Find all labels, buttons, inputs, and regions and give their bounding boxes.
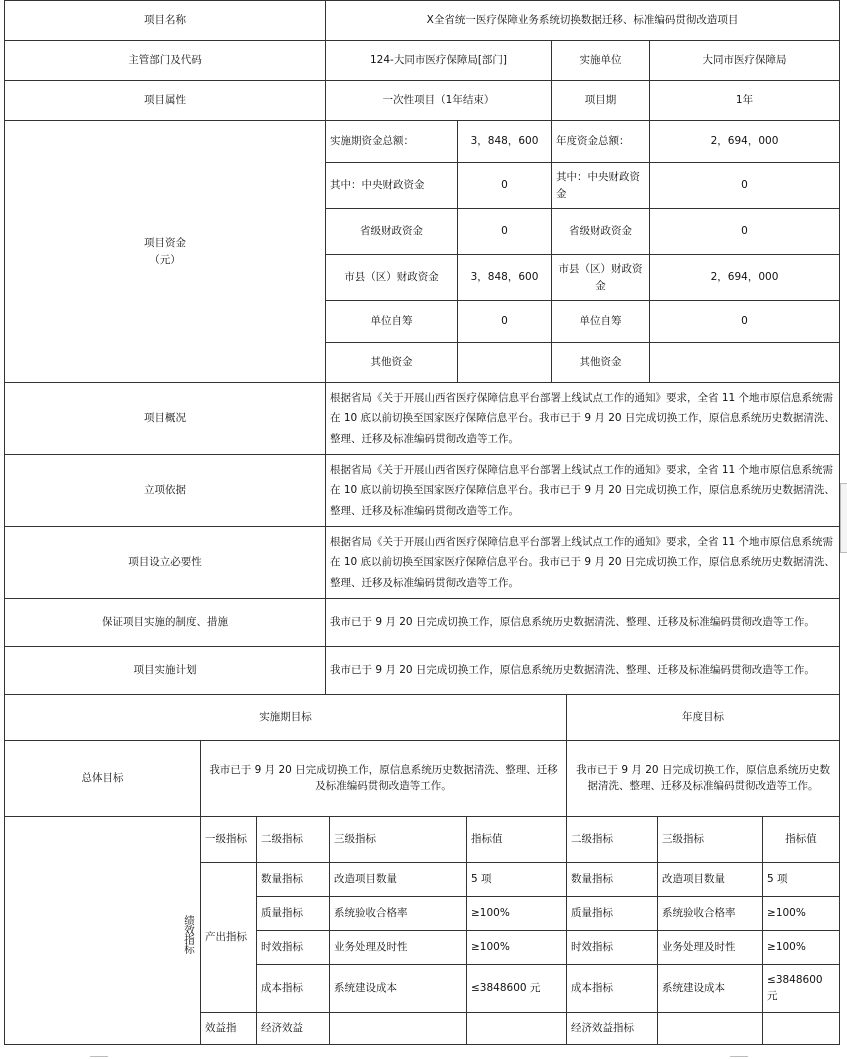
indicator-value: 5 项 xyxy=(467,863,567,897)
page-bottom-marker xyxy=(730,1056,748,1057)
annual-second-level-header: 二级指标 xyxy=(567,817,658,863)
annual-indicator-value: 5 项 xyxy=(763,863,840,897)
annual-indicator-second: 质量指标 xyxy=(567,897,658,931)
funds-row-value: 0 xyxy=(458,209,552,255)
benefit-indicator-label: 效益指 xyxy=(201,1013,257,1045)
annual-indicator-third: 系统建设成本 xyxy=(658,965,763,1013)
measures-label: 保证项目实施的制度、措施 xyxy=(5,599,326,647)
period-goals-text: 我市已于 9 月 20 日完成切换工作，原信息系统历史数据清洗、整理、迁移及标准编码贯彻改造等工作。 xyxy=(201,741,567,817)
annual-indicator-second: 时效指标 xyxy=(567,931,658,965)
page-bottom-marker xyxy=(90,1056,108,1057)
necessity-label: 项目设立必要性 xyxy=(5,527,326,599)
row-attribute xyxy=(5,81,840,121)
second-level-header: 二级指标 xyxy=(257,817,330,863)
funds-row-annual-label: 其他资金 xyxy=(552,343,650,383)
funds-row-annual-value xyxy=(650,343,840,383)
annual-value-header: 指标值 xyxy=(763,817,840,863)
annual-goals-text: 我市已于 9 月 20 日完成切换工作，原信息系统历史数据清洗、整理、迁移及标准编码贯彻改造等工作。 xyxy=(567,741,840,817)
funds-row-annual-label: 市县（区）财政资金 xyxy=(552,255,650,301)
funds-row-value: 0 xyxy=(458,301,552,343)
plan-text: 我市已于 9 月 20 日完成切换工作，原信息系统历史数据清洗、整理、迁移及标准编码贯彻改造等工作。 xyxy=(326,647,840,695)
funds-row-annual-label: 其中：中央财政资金 xyxy=(552,163,650,209)
basis-label: 立项依据 xyxy=(5,455,326,527)
annual-indicator-value: ≤3848600 元 xyxy=(763,965,840,1013)
period-goals-header: 实施期目标 xyxy=(5,695,567,741)
benefit-value xyxy=(467,1013,567,1045)
indicator-second: 成本指标 xyxy=(257,965,330,1013)
annual-indicator-third: 业务处理及时性 xyxy=(658,931,763,965)
annual-indicator-value: ≥100% xyxy=(763,931,840,965)
department-label: 主管部门及代码 xyxy=(5,41,326,81)
funds-row-label: 实施期资金总额： xyxy=(326,121,458,163)
indicator-third: 系统验收合格率 xyxy=(330,897,467,931)
indicator-header-row xyxy=(5,817,840,863)
row-plan xyxy=(5,647,840,695)
funds-row-annual-value: 0 xyxy=(650,163,840,209)
row-basis xyxy=(5,455,840,527)
funds-label-line2: （元） xyxy=(149,253,181,266)
basis-text: 根据省局《关于开展山西省医疗保障信息平台部署上线试点工作的通知》要求，全省 11 个地市原信息系统需在 10 底以前切换至国家医疗保障信息平台。我市已于 9 月 20 日完成切换工作，原信息系统历史数据清洗、整理、迁移及标准编码贯彻改造等工作。 xyxy=(326,455,840,527)
row-measures xyxy=(5,599,840,647)
funds-row-value xyxy=(458,343,552,383)
performance-table xyxy=(4,694,840,1045)
funds-row-label: 省级财政资金 xyxy=(326,209,458,255)
unit-value: 大同市医疗保障局 xyxy=(650,41,840,81)
value-header: 指标值 xyxy=(467,817,567,863)
period-value: 1年 xyxy=(650,81,840,121)
page-edge-marker xyxy=(840,483,847,553)
project-name-label: 项目名称 xyxy=(5,1,326,41)
annual-third-level-header: 三级指标 xyxy=(658,817,763,863)
overall-goals-label: 总体目标 xyxy=(5,741,201,817)
funds-row-annual-label: 单位自筹 xyxy=(552,301,650,343)
overview-label: 项目概况 xyxy=(5,383,326,455)
overall-goals-row xyxy=(5,741,840,817)
department-value: 124-大同市医疗保障局[部门] xyxy=(326,41,552,81)
funds-row-annual-value: 0 xyxy=(650,209,840,255)
funds-label-line1: 项目资金 xyxy=(144,237,186,250)
indicator-value: ≥100% xyxy=(467,897,567,931)
indicator-second: 数量指标 xyxy=(257,863,330,897)
funds-row-annual-label: 省级财政资金 xyxy=(552,209,650,255)
indicator-second: 时效指标 xyxy=(257,931,330,965)
indicator-third: 改造项目数量 xyxy=(330,863,467,897)
funds-row-label: 市县（区）财政资金 xyxy=(326,255,458,301)
indicator-second: 质量指标 xyxy=(257,897,330,931)
annual-indicator-third: 改造项目数量 xyxy=(658,863,763,897)
first-level-header: 一级指标 xyxy=(201,817,257,863)
overview-text: 根据省局《关于开展山西省医疗保障信息平台部署上线试点工作的通知》要求，全省 11 个地市原信息系统需在 10 底以前切换至国家医疗保障信息平台。我市已于 9 月 20 日完成切换工作，原信息系统历史数据清洗、整理、迁移及标准编码贯彻改造等工作。 xyxy=(326,383,840,455)
funds-row-value: 3，848，600 xyxy=(458,121,552,163)
annual-benefit-third xyxy=(658,1013,763,1045)
row-necessity xyxy=(5,527,840,599)
funds-row-value: 0 xyxy=(458,163,552,209)
annual-benefit-value xyxy=(763,1013,840,1045)
plan-label: 项目实施计划 xyxy=(5,647,326,695)
funds-row-label: 单位自筹 xyxy=(326,301,458,343)
benefit-third xyxy=(330,1013,467,1045)
annual-benefit-second: 经济效益指标 xyxy=(567,1013,658,1045)
indicator-value: ≤3848600 元 xyxy=(467,965,567,1013)
annual-indicator-second: 成本指标 xyxy=(567,965,658,1013)
funds-row-label: 其中：中央财政资金 xyxy=(326,163,458,209)
attribute-value: 一次性项目（1年结束） xyxy=(326,81,552,121)
indicator-third: 系统建设成本 xyxy=(330,965,467,1013)
performance-section-label: 绩效指标 xyxy=(5,817,201,1045)
period-label: 项目期 xyxy=(552,81,650,121)
goals-header-row xyxy=(5,695,840,741)
project-sheet xyxy=(4,0,839,1045)
funds-row xyxy=(5,121,840,163)
funds-row-annual-value: 2，694，000 xyxy=(650,121,840,163)
funds-row-value: 3，848，600 xyxy=(458,255,552,301)
project-info-table xyxy=(4,0,840,695)
row-project-name xyxy=(5,1,840,41)
project-name-value: X全省统一医疗保障业务系统切换数据迁移、标准编码贯彻改造项目 xyxy=(326,1,840,41)
annual-goals-header: 年度目标 xyxy=(567,695,840,741)
annual-indicator-third: 系统验收合格率 xyxy=(658,897,763,931)
unit-label: 实施单位 xyxy=(552,41,650,81)
funds-label xyxy=(5,121,326,383)
benefit-second: 经济效益 xyxy=(257,1013,330,1045)
row-overview xyxy=(5,383,840,455)
indicator-third: 业务处理及时性 xyxy=(330,931,467,965)
funds-row-label: 其他资金 xyxy=(326,343,458,383)
annual-indicator-value: ≥100% xyxy=(763,897,840,931)
annual-indicator-second: 数量指标 xyxy=(567,863,658,897)
funds-row-annual-value: 0 xyxy=(650,301,840,343)
funds-row-annual-value: 2，694，000 xyxy=(650,255,840,301)
output-indicator-label: 产出指标 xyxy=(201,863,257,1013)
measures-text: 我市已于 9 月 20 日完成切换工作，原信息系统历史数据清洗、整理、迁移及标准编码贯彻改造等工作。 xyxy=(326,599,840,647)
funds-row-annual-label: 年度资金总额： xyxy=(552,121,650,163)
attribute-label: 项目属性 xyxy=(5,81,326,121)
third-level-header: 三级指标 xyxy=(330,817,467,863)
row-department xyxy=(5,41,840,81)
necessity-text: 根据省局《关于开展山西省医疗保障信息平台部署上线试点工作的通知》要求，全省 11 个地市原信息系统需在 10 底以前切换至国家医疗保障信息平台。我市已于 9 月 20 日完成切换工作，原信息系统历史数据清洗、整理、迁移及标准编码贯彻改造等工作。 xyxy=(326,527,840,599)
indicator-value: ≥100% xyxy=(467,931,567,965)
